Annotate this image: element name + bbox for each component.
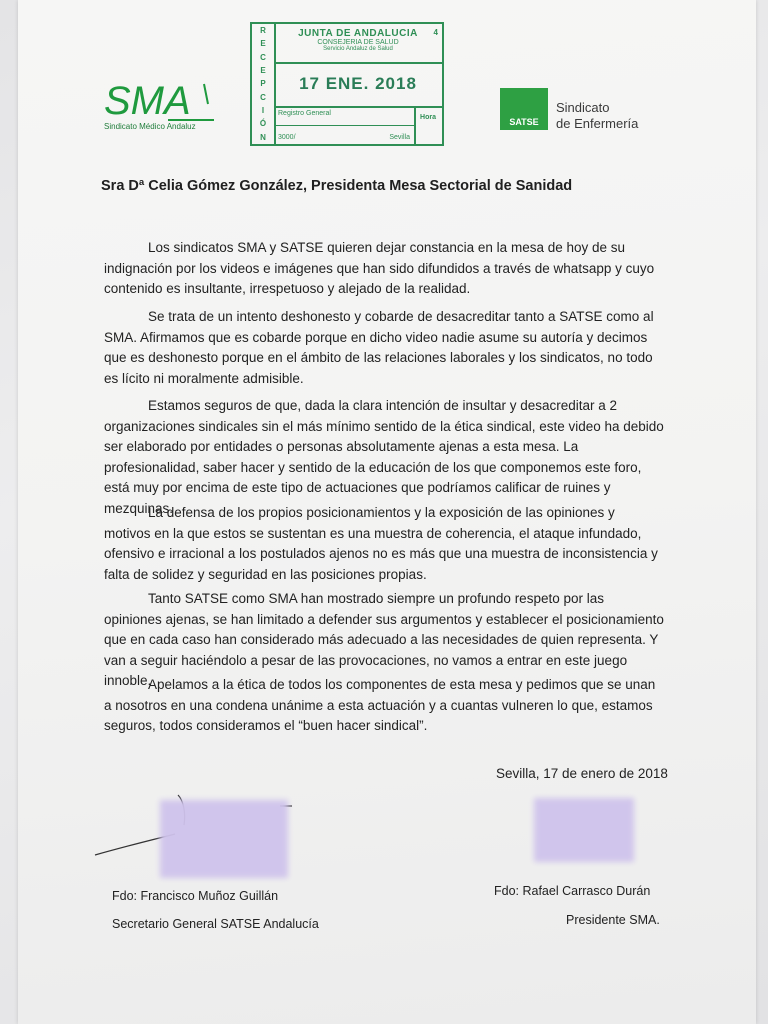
place-date: Sevilla, 17 de enero de 2018 (496, 766, 668, 781)
stamp-corner-number: 4 (433, 28, 438, 37)
stamp-line2: CONSEJERIA DE SALUD (317, 39, 399, 46)
stamp-side-letter: Ó (259, 119, 267, 129)
signature-left-redacted (160, 800, 288, 878)
paragraph-5: Tanto SATSE como SMA han mostrado siempre un profundo respeto por las opiniones ajenas, se han limitado a defender sus argumentos y establecer el posicionamiento que en cada caso han considerado más adecuado a las necesidades de quien representa. Y van a seguir haciéndolo a pesar de las provocaciones, no vamos a entrar en este juego innoble. (104, 591, 664, 688)
stamp-line3: Servicio Andaluz de Salud (323, 46, 393, 52)
satse-logo-line1: Sindicato (556, 100, 610, 115)
stamp-number: 3000/ (278, 134, 296, 141)
signature-left-name: Fdo: Francisco Muñoz Guillán (112, 889, 279, 903)
stamp-side-letter: E (260, 66, 266, 76)
paragraph-2: Se trata de un intento deshonesto y cobarde de desacreditar tanto a SATSE como al SMA. Afirmamos que es cobarde porque en dicho video nadie asume su autoría y decimos que es deshonesto porque en el ámbito de las relaciones laborales y los sindicatos, no todo es lícito ni moralmente admisible. (104, 309, 654, 386)
addressee: Sra Dª Celia Gómez González, Presidenta Mesa Sectorial de Sanidad (101, 178, 573, 194)
stamp-date: 17 ENE. 2018 (274, 62, 442, 108)
stamp-hora: Hora (420, 114, 436, 121)
signature-right-name: Fdo: Rafael Carrasco Durán (494, 884, 651, 898)
satse-logo-line2: de Enfermería (556, 116, 639, 131)
satse-logo-mark: SATSE (509, 117, 539, 127)
stamp-side-letter: C (260, 52, 266, 62)
stamp-side-letter: I (261, 106, 265, 116)
paragraph-6: Apelamos a la ética de todos los componentes de esta mesa y pedimos que se unan a nosotros en una condena unánime a esta actuación y a cuantas vulneren lo que, estamos seguros, todos consideramos el “buen hacer sindical”. (104, 677, 656, 733)
signature-right-redacted (534, 798, 634, 862)
sma-logo-mark: SMA (104, 79, 191, 123)
signature-right-role: Presidente SMA. (566, 913, 660, 927)
paragraph-3: Estamos seguros de que, dada la clara intención de insultar y desacreditar a 2 organizaciones sindicales sin el más mínimo sentido de la ética sindical, este video ha debido ser elaborado por entidades o personas absolutamente ajenas a esta mesa. La profesionalidad, saber hacer y sentido de la educación de los que componemos este foro, está muy por encima de este tipo de actuaciones que podríamos calificar de ruines y mezquinas. (104, 398, 664, 516)
paragraph-4: La defensa de los propios posicionamientos y la exposición de las opiniones y motivos en la que estos se sustentan es una muestra de coherencia, el ataque infundado, ofensivo e irracional a los postulados ajenos no es más que una muestra de inconsistencia y falta de solidez y seguridad en las posiciones propias. (104, 505, 658, 582)
stamp-city: Sevilla (389, 134, 410, 141)
stamp-side-letter: E (260, 39, 266, 49)
stamp-side-letter: P (260, 79, 266, 89)
stamp-line1: JUNTA DE ANDALUCIA (298, 28, 418, 39)
signature-left-role: Secretario General SATSE Andalucía (112, 917, 319, 931)
stamp-registro: Registro General (278, 110, 331, 117)
paragraph-1: Los sindicatos SMA y SATSE quieren dejar constancia en la mesa de hoy de su indignación por los videos e imágenes que han sido difundidos a través de whatsapp y cuyo contenido es insultante, irrespetuoso y alejado de la realidad. (104, 240, 655, 296)
stamp-side-letter: C (260, 92, 266, 102)
stamp-side-letter: N (260, 132, 266, 142)
sma-logo-subtitle: Sindicato Médico Andaluz (104, 122, 196, 131)
stamp-side-letter: R (260, 26, 266, 36)
